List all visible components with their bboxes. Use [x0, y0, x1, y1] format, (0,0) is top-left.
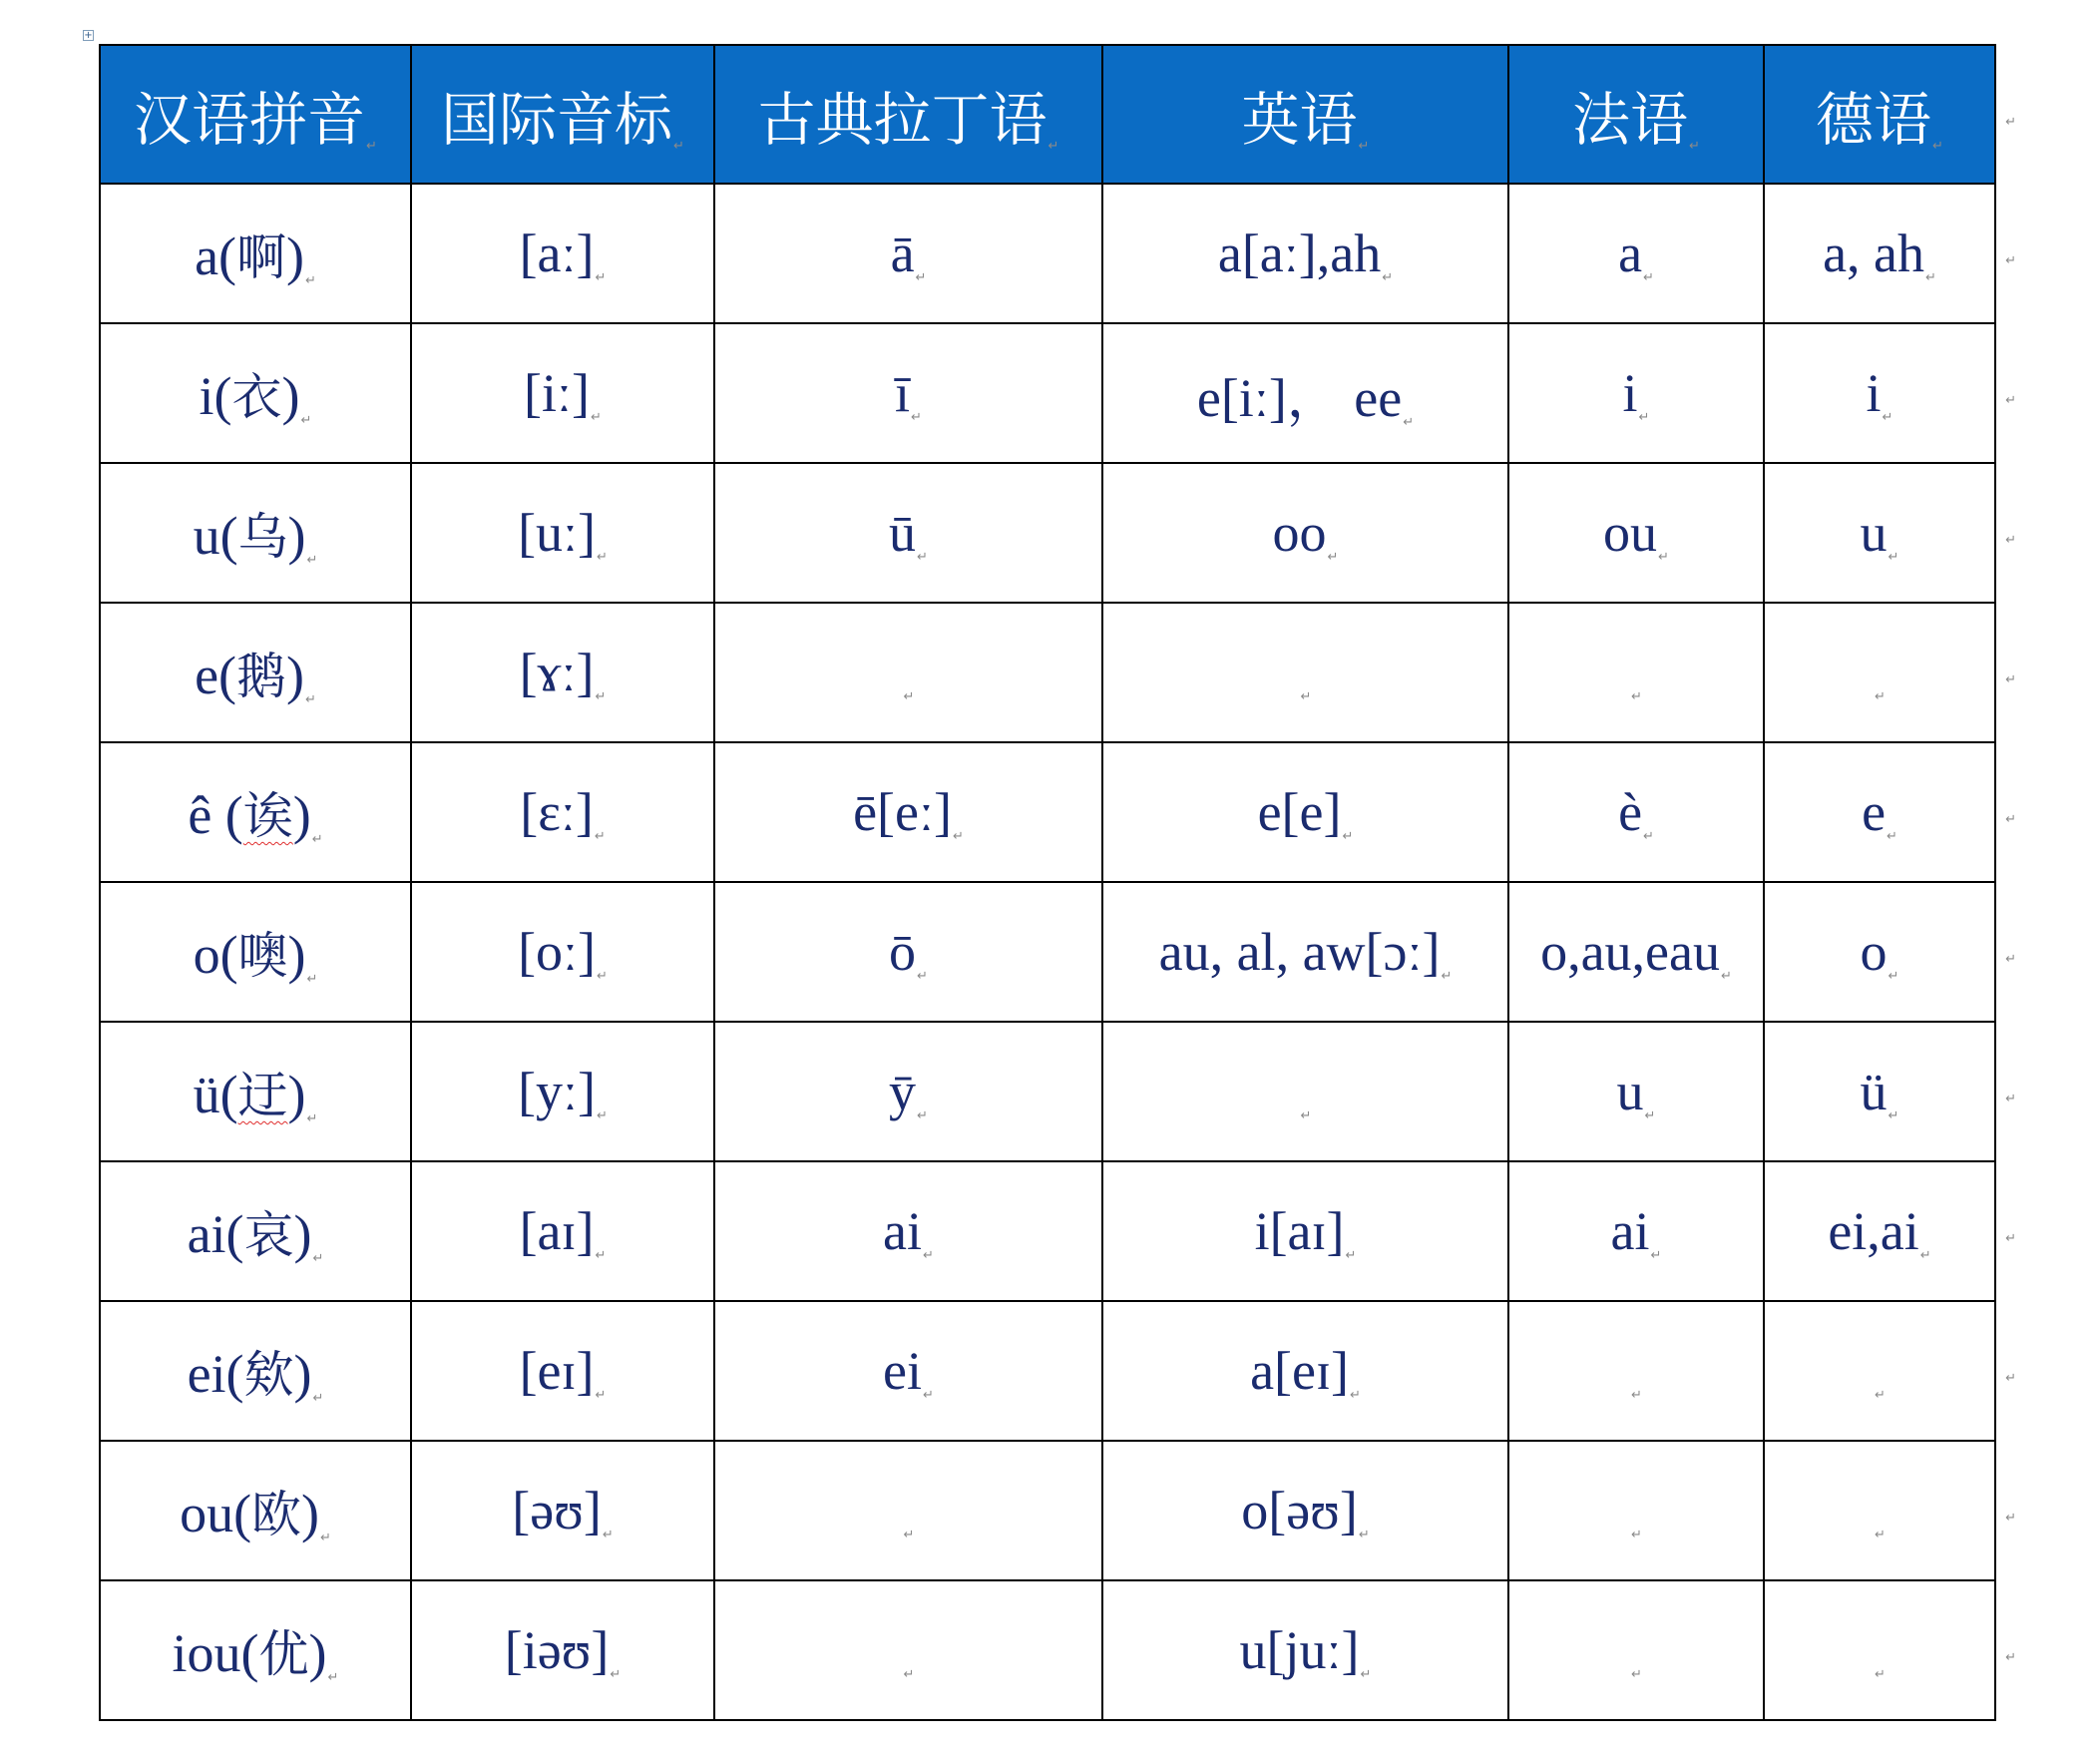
header-cell-latin[interactable]: 古典拉丁语↵ [714, 45, 1102, 184]
header-row [100, 45, 1995, 184]
cell-german[interactable] [1764, 463, 2016, 603]
cell-ipa[interactable] [411, 1022, 714, 1161]
cell-latin[interactable] [714, 184, 1102, 323]
cell-latin[interactable] [714, 1580, 1102, 1720]
cell-english[interactable] [1102, 323, 1508, 463]
table-row [100, 463, 1995, 603]
paragraph-mark-icon: ↵ [1875, 1387, 1886, 1403]
cell-text: [yː] [518, 1061, 597, 1121]
cell-text: e[iː]， ee [1196, 367, 1403, 428]
paragraph-mark-icon: ↵ [305, 692, 316, 707]
cell-english[interactable] [1102, 184, 1508, 323]
row-end-mark-icon: ↵ [2005, 1371, 2016, 1386]
cell-text: ē[eː] [853, 781, 952, 842]
cell-text: ā [890, 222, 915, 283]
cell-german[interactable] [1764, 603, 2016, 742]
cell-pinyin[interactable] [100, 882, 411, 1022]
cell-text: ê (诶) [188, 785, 311, 845]
paragraph-mark-icon: ↵ [595, 1247, 607, 1263]
table-row [100, 882, 1995, 1022]
cell-text: a, ah [1823, 222, 1925, 283]
cell-latin[interactable] [714, 603, 1102, 742]
cell-latin[interactable] [714, 1022, 1102, 1161]
cell-text: [ɛː] [520, 781, 594, 842]
cell-french[interactable] [1508, 742, 1764, 882]
paragraph-mark-icon: ↵ [602, 1527, 614, 1542]
paragraph-mark-icon: ↵ [1631, 688, 1642, 704]
cell-french[interactable] [1508, 463, 1764, 603]
paragraph-mark-icon: ↵ [917, 968, 928, 984]
table-body [100, 184, 2016, 1720]
cell-text: è [1618, 781, 1643, 842]
cell-french[interactable] [1508, 323, 1764, 463]
table-move-handle-icon[interactable]: + [84, 30, 93, 41]
cell-text: ai [883, 1200, 923, 1261]
cell-text: a(啊) [195, 226, 305, 286]
paragraph-mark-icon: ↵ [1650, 1247, 1662, 1263]
paragraph-mark-icon: ↵ [1403, 414, 1415, 430]
cell-german[interactable] [1764, 1161, 2016, 1301]
cell-text: ī [895, 362, 911, 423]
cell-french[interactable] [1508, 1301, 1764, 1441]
paragraph-mark-icon: ↵ [1300, 688, 1312, 704]
table-row [100, 184, 1995, 323]
paragraph-mark-icon: ↵ [1888, 549, 1899, 565]
cell-text: o(噢) [193, 925, 306, 985]
cell-ipa[interactable] [411, 742, 714, 882]
cell-text: a[eɪ] [1250, 1340, 1349, 1401]
cell-ipa[interactable] [411, 463, 714, 603]
cell-pinyin[interactable] [100, 323, 411, 463]
cell-latin[interactable] [714, 1301, 1102, 1441]
paragraph-mark-icon: ↵ [1925, 269, 1936, 285]
paragraph-mark-icon: ↵ [1358, 1527, 1370, 1542]
paragraph-mark-icon: ↵ [610, 1666, 622, 1682]
cell-text: o,au,eau [1540, 921, 1720, 982]
paragraph-mark-icon: ↵ [1888, 968, 1899, 984]
cell-ipa[interactable] [411, 1161, 714, 1301]
cell-ipa[interactable] [411, 1301, 714, 1441]
cell-text: ou [1603, 502, 1658, 563]
paragraph-mark-icon: ↵ [312, 1251, 324, 1266]
cell-text: [aɪ] [519, 1200, 595, 1261]
header-cell-french[interactable]: 法语↵ [1508, 45, 1764, 184]
paragraph-mark-icon: ↵ [1342, 828, 1354, 844]
cell-pinyin[interactable] [100, 1441, 411, 1580]
paragraph-mark-icon: ↵ [915, 269, 927, 285]
cell-text: ū [889, 502, 917, 563]
table-row [100, 1022, 1995, 1161]
cell-text: o [1860, 921, 1888, 982]
cell-english[interactable] [1102, 1301, 1508, 1441]
row-end-mark-icon: ↵ [2005, 114, 2016, 130]
paragraph-mark-icon: ↵ [1887, 828, 1897, 844]
cell-text: e [1862, 781, 1887, 842]
paragraph-mark-icon: ↵ [595, 688, 607, 704]
cell-text: ai(哀) [187, 1204, 312, 1264]
cell-pinyin[interactable] [100, 1301, 411, 1441]
header-cell-german[interactable]: 德语↵ ↵ [1764, 45, 1995, 184]
paragraph-mark-icon: ↵ [1644, 1107, 1656, 1123]
cell-text: [ɤː] [519, 642, 595, 702]
paragraph-mark-icon: ↵ [903, 688, 915, 704]
cell-pinyin[interactable] [100, 742, 411, 882]
paragraph-mark-icon: ↵ [1441, 968, 1453, 984]
cell-ipa[interactable] [411, 323, 714, 463]
cell-french[interactable] [1508, 1580, 1764, 1720]
paragraph-mark-icon: ↵ [1300, 1107, 1312, 1123]
paragraph-mark-icon: ↵ [923, 1247, 934, 1263]
cell-french[interactable] [1508, 1441, 1764, 1580]
cell-french[interactable] [1508, 882, 1764, 1022]
paragraph-mark-icon: ↵ [1721, 968, 1732, 984]
cell-text: ü [1860, 1061, 1888, 1121]
cell-text: u(乌) [193, 506, 306, 566]
paragraph-mark-icon: ↵ [903, 1527, 915, 1542]
table-row [100, 1441, 1995, 1580]
cell-text: u [1616, 1061, 1644, 1121]
paragraph-mark-icon: ↵ [1638, 409, 1650, 425]
paragraph-mark-icon: ↵ [595, 269, 607, 285]
cell-text: ei [883, 1340, 923, 1401]
cell-text: [uː] [518, 502, 597, 563]
cell-text: a[aː],ah [1217, 222, 1382, 283]
row-end-mark-icon: ↵ [2005, 1650, 2016, 1665]
paragraph-mark-icon: ↵ [911, 409, 922, 425]
paragraph-mark-icon: ↵ [320, 1531, 331, 1545]
cell-text: ai [1610, 1200, 1650, 1261]
row-end-mark-icon: ↵ [2005, 253, 2016, 268]
paragraph-mark-icon: ↵ [1327, 549, 1339, 565]
paragraph-mark-icon: ↵ [312, 1391, 324, 1406]
cell-german[interactable] [1764, 1022, 2016, 1161]
paragraph-mark-icon: ↵ [306, 972, 318, 987]
cell-ipa[interactable] [411, 1580, 714, 1720]
cell-text: iou(优) [172, 1623, 327, 1683]
cell-text: a [1618, 222, 1643, 283]
paragraph-mark-icon: ↵ [597, 1107, 608, 1123]
header-cell-ipa[interactable]: 国际音标↵ [411, 45, 714, 184]
cell-english[interactable] [1102, 1580, 1508, 1720]
cell-text: i [1866, 362, 1882, 423]
cell-german[interactable] [1764, 882, 2016, 1022]
paragraph-mark-icon: ↵ [300, 413, 312, 428]
paragraph-mark-icon: ↵ [1882, 409, 1893, 425]
table-row [100, 323, 1995, 463]
row-end-mark-icon: ↵ [2005, 812, 2016, 827]
paragraph-mark-icon: ↵ [1350, 1387, 1361, 1403]
header-cell-english[interactable]: 英语↵ [1102, 45, 1508, 184]
paragraph-mark-icon: ↵ [306, 553, 318, 568]
paragraph-mark-icon: ↵ [1888, 1107, 1899, 1123]
paragraph-mark-icon: ↵ [953, 828, 964, 844]
paragraph-mark-icon: ↵ [903, 1666, 915, 1682]
paragraph-mark-icon: ↵ [1382, 269, 1394, 285]
cell-ipa[interactable] [411, 184, 714, 323]
cell-text: au, al, aw[ɔː] [1158, 921, 1441, 982]
table-row [100, 1301, 1995, 1441]
row-end-mark-icon: ↵ [2005, 393, 2016, 408]
cell-pinyin[interactable] [100, 184, 411, 323]
paragraph-mark-icon: ↵ [306, 1111, 318, 1126]
cell-text: [eɪ] [519, 1340, 595, 1401]
cell-pinyin[interactable] [100, 1022, 411, 1161]
cell-english[interactable] [1102, 742, 1508, 882]
cell-latin[interactable] [714, 882, 1102, 1022]
cell-text: i(衣) [199, 366, 300, 426]
cell-latin[interactable] [714, 1441, 1102, 1580]
paragraph-mark-icon: ↵ [1875, 1666, 1886, 1682]
cell-pinyin[interactable] [100, 463, 411, 603]
table-row [100, 742, 1995, 882]
paragraph-mark-icon: ↵ [1360, 1666, 1372, 1682]
table-row [100, 1580, 1995, 1720]
cell-text: u[juː] [1239, 1619, 1360, 1680]
cell-german[interactable] [1764, 323, 2016, 463]
cell-text: ei(欸) [187, 1344, 312, 1404]
cell-english[interactable] [1102, 1161, 1508, 1301]
cell-german[interactable] [1764, 1301, 2016, 1441]
paragraph-mark-icon: ↵ [1631, 1527, 1642, 1542]
cell-text: oo [1272, 502, 1327, 563]
cell-pinyin[interactable] [100, 603, 411, 742]
cell-latin[interactable] [714, 742, 1102, 882]
paragraph-mark-icon: ↵ [305, 273, 316, 288]
row-end-mark-icon: ↵ [2005, 1092, 2016, 1106]
cell-german[interactable] [1764, 1441, 2016, 1580]
table-row [100, 603, 1995, 742]
cell-german[interactable] [1764, 1580, 2016, 1720]
cell-pinyin[interactable] [100, 1580, 411, 1720]
cell-ipa[interactable] [411, 603, 714, 742]
row-end-mark-icon: ↵ [2005, 533, 2016, 548]
cell-text: e[e] [1257, 781, 1342, 842]
row-end-mark-icon: ↵ [2005, 672, 2016, 687]
cell-english[interactable] [1102, 603, 1508, 742]
paragraph-mark-icon: ↵ [917, 549, 928, 565]
cell-text: [əʊ] [512, 1480, 602, 1540]
cell-text: ei,ai [1828, 1200, 1919, 1261]
cell-french[interactable] [1508, 603, 1764, 742]
paragraph-mark-icon: ↵ [597, 549, 608, 565]
paragraph-mark-icon: ↵ [597, 968, 608, 984]
cell-latin[interactable] [714, 463, 1102, 603]
cell-ipa[interactable] [411, 1441, 714, 1580]
cell-text: [aː] [519, 222, 595, 283]
cell-text: o[əʊ] [1241, 1480, 1358, 1540]
cell-english[interactable] [1102, 882, 1508, 1022]
paragraph-mark-icon: ↵ [327, 1670, 339, 1685]
cell-text: ō [889, 921, 917, 982]
row-end-mark-icon: ↵ [2005, 1511, 2016, 1526]
cell-french[interactable] [1508, 184, 1764, 323]
paragraph-mark-icon: ↵ [1919, 1247, 1931, 1263]
paragraph-mark-icon: ↵ [1643, 269, 1654, 285]
paragraph-mark-icon: ↵ [1631, 1387, 1642, 1403]
cell-text: i [1622, 362, 1638, 423]
cell-text: ou(欧) [180, 1484, 320, 1543]
cell-french[interactable] [1508, 1022, 1764, 1161]
cell-text: e(鹅) [195, 646, 305, 705]
paragraph-mark-icon: ↵ [594, 828, 606, 844]
cell-french[interactable] [1508, 1161, 1764, 1301]
cell-german[interactable] [1764, 184, 2016, 323]
cell-latin[interactable] [714, 1161, 1102, 1301]
paragraph-mark-icon: ↵ [923, 1387, 934, 1403]
paragraph-mark-icon: ↵ [917, 1107, 928, 1123]
table-row [100, 1161, 1995, 1301]
cell-pinyin[interactable] [100, 1161, 411, 1301]
paragraph-mark-icon: ↵ [591, 409, 602, 425]
paragraph-mark-icon: ↵ [1658, 549, 1669, 565]
phonetics-table [99, 44, 2016, 1721]
cell-text: [oː] [518, 921, 597, 982]
cell-text: ȳ [889, 1061, 917, 1121]
paragraph-mark-icon: ↵ [1875, 688, 1886, 704]
cell-text: [iː] [524, 362, 591, 423]
cell-text: ü(迂) [193, 1065, 306, 1124]
cell-english[interactable] [1102, 1022, 1508, 1161]
cell-english[interactable] [1102, 1441, 1508, 1580]
row-end-mark-icon: ↵ [2005, 1231, 2016, 1246]
cell-ipa[interactable] [411, 882, 714, 1022]
paragraph-mark-icon: ↵ [595, 1387, 607, 1403]
paragraph-mark-icon: ↵ [1631, 1666, 1642, 1682]
paragraph-mark-icon: ↵ [1345, 1247, 1357, 1263]
cell-latin[interactable] [714, 323, 1102, 463]
paragraph-mark-icon: ↵ [1875, 1527, 1886, 1542]
cell-text: [iəʊ] [504, 1619, 610, 1680]
paragraph-mark-icon: ↵ [311, 832, 323, 847]
cell-german[interactable] [1764, 742, 2016, 882]
header-cell-pinyin[interactable]: 汉语拼音↵ [100, 45, 411, 184]
paragraph-mark-icon: ↵ [1643, 828, 1654, 844]
cell-english[interactable] [1102, 463, 1508, 603]
row-end-mark-icon: ↵ [2005, 952, 2016, 967]
cell-text: i[aɪ] [1254, 1200, 1345, 1261]
cell-text: u [1860, 502, 1888, 563]
